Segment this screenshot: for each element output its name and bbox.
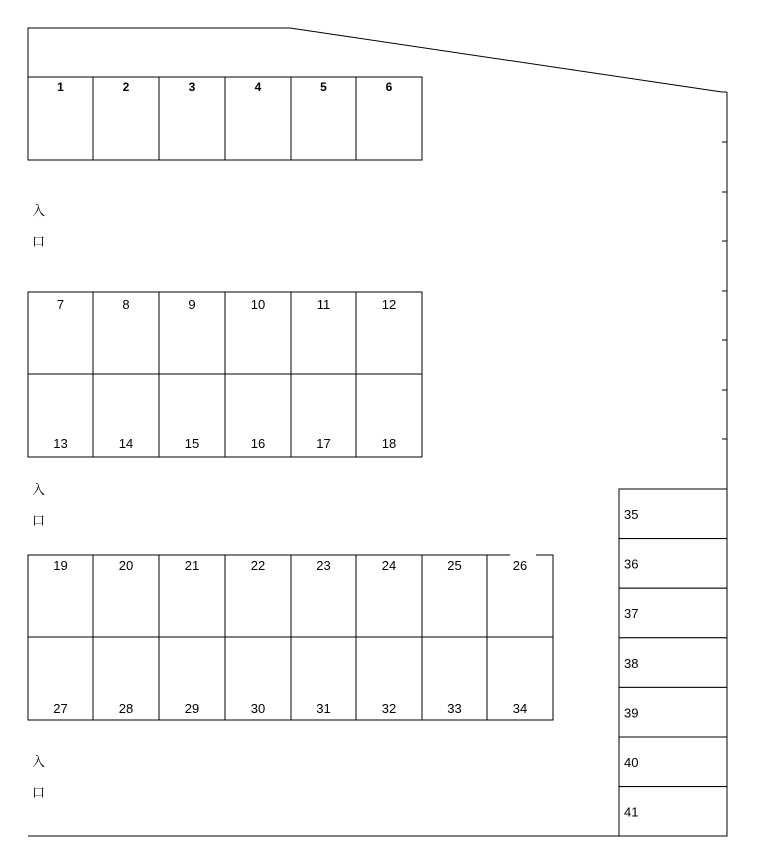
stall-label-28: 28 xyxy=(118,701,134,716)
stall-label-41: 41 xyxy=(624,804,639,820)
stall-label-11: 11 xyxy=(316,297,331,312)
entrance-label-1 xyxy=(32,204,45,250)
svg-text:口: 口 xyxy=(32,514,46,529)
stall-label-21: 21 xyxy=(184,558,200,573)
stall-label-16: 16 xyxy=(250,436,266,451)
stall-label-12: 12 xyxy=(381,297,397,312)
stall-label-40: 40 xyxy=(624,755,639,770)
stall-label-17: 17 xyxy=(316,436,331,451)
stall-label-32: 32 xyxy=(381,701,397,716)
stall-label-24: 24 xyxy=(381,558,397,573)
stall-label-29: 29 xyxy=(184,701,200,716)
entrance-label-2 xyxy=(32,483,45,529)
stall-label-2: 2 xyxy=(122,80,130,94)
stall-label-37: 37 xyxy=(624,606,639,622)
stall-label-8: 8 xyxy=(122,297,130,312)
stall-label-39: 39 xyxy=(624,705,639,721)
stall-label-13: 13 xyxy=(53,436,68,451)
svg-text:入: 入 xyxy=(32,204,46,219)
stall-label-22: 22 xyxy=(250,558,266,573)
stall-label-6: 6 xyxy=(385,80,393,94)
stall-label-26: 26 xyxy=(512,558,528,573)
stall-label-15: 15 xyxy=(184,436,200,451)
stall-label-38: 38 xyxy=(624,655,639,671)
right-edge-ticks xyxy=(722,142,727,439)
parking-stalls xyxy=(28,77,727,836)
stall-label-19: 19 xyxy=(53,558,68,573)
stall-label-3: 3 xyxy=(188,80,196,94)
svg-text:口: 口 xyxy=(32,786,46,801)
stall-label-35: 35 xyxy=(624,507,639,522)
svg-text:入: 入 xyxy=(32,483,46,498)
stall-label-14: 14 xyxy=(118,436,134,451)
entrance-label-3 xyxy=(32,755,45,801)
stall-label-31: 31 xyxy=(316,701,331,716)
stall-label-4: 4 xyxy=(254,80,262,94)
stall-label-23: 23 xyxy=(316,558,331,573)
svg-text:口: 口 xyxy=(32,235,46,250)
stall-label-30: 30 xyxy=(250,701,266,716)
stall-label-20: 20 xyxy=(118,558,134,573)
stall-label-9: 9 xyxy=(188,297,196,312)
stall-label-10: 10 xyxy=(250,297,266,312)
stall-label-1: 1 xyxy=(57,80,64,94)
stall-label-5: 5 xyxy=(320,80,327,94)
stall-label-33: 33 xyxy=(447,701,462,716)
stall-label-18: 18 xyxy=(381,436,397,451)
stall-label-27: 27 xyxy=(53,701,68,716)
stall-label-36: 36 xyxy=(624,556,639,572)
svg-text:入: 入 xyxy=(32,755,46,770)
stall-label-7: 7 xyxy=(56,297,65,312)
stall-label-34: 34 xyxy=(512,701,528,716)
stall-label-25: 25 xyxy=(447,558,462,573)
